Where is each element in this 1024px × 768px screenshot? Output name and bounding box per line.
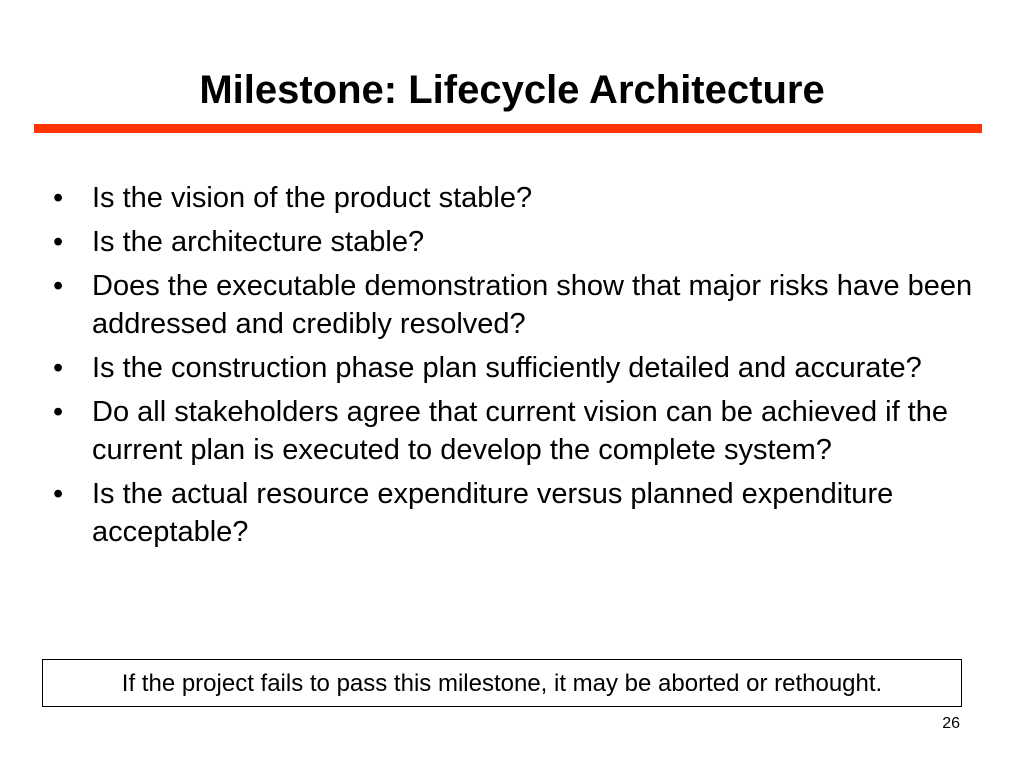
bullet-list xyxy=(52,179,992,557)
bullet-icon: • xyxy=(53,182,64,214)
bullet-item xyxy=(52,267,992,343)
bullet-text: Is the construction phase plan sufficiently detailed and accurate? xyxy=(92,352,922,384)
bullet-text: Is the actual resource expenditure versus planned expenditure acceptable? xyxy=(92,478,894,548)
bullet-item xyxy=(52,223,992,261)
bullet-icon: • xyxy=(53,352,64,384)
bullet-icon: • xyxy=(53,226,64,258)
bullet-icon: • xyxy=(53,478,64,510)
bullet-icon: • xyxy=(53,396,64,428)
bullet-item xyxy=(52,393,992,469)
bullet-item xyxy=(52,475,992,551)
bullet-text: Do all stakeholders agree that current vision can be achieved if the current plan is executed to develop the complete system? xyxy=(92,396,948,466)
bullet-item xyxy=(52,349,992,387)
bullet-text: Is the architecture stable? xyxy=(92,226,425,258)
page-number: 26 xyxy=(942,715,960,732)
slide-title: Milestone: Lifecycle Architecture xyxy=(199,68,825,112)
bullet-icon: • xyxy=(53,270,64,302)
bullet-text: Is the vision of the product stable? xyxy=(92,182,533,214)
note-box: If the project fails to pass this milestone, it may be aborted or rethought. xyxy=(42,659,962,707)
bullet-text: Does the executable demonstration show that major risks have been addressed and credibly resolved? xyxy=(92,270,973,340)
bullet-item xyxy=(52,179,992,217)
title-underline xyxy=(34,124,982,133)
